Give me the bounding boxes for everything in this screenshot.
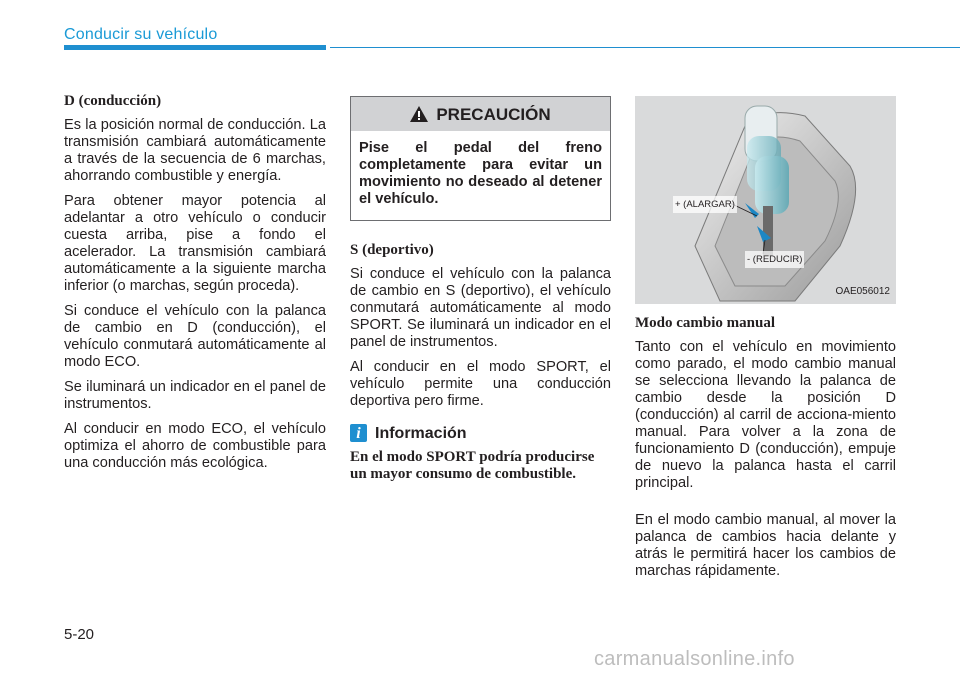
- paragraph: En el modo cambio manual, al mover la palanca de cambios hacia delante y atrás le permitirá hacer los cambios de marchas rápidamente.: [635, 512, 896, 579]
- info-title: Información: [375, 424, 467, 442]
- caution-box: [350, 96, 611, 221]
- warning-triangle-icon: [410, 106, 428, 122]
- paragraph: Tanto con el vehículo en movimiento como parado, el modo cambio manual se selecciona llevando la palanca de cambio desde la posición D (conducción) al carril de acciona-miento manual. Para volver a la zona de funcionamiento D (conducción), empuje de nuevo la palanca hasta el carril principal.: [635, 339, 896, 491]
- column-middle: [350, 96, 611, 483]
- paragraph: Para obtener mayor potencia al adelantar a otro vehículo o conducir cuesta arriba, pise a fondo el acelerador. La transmisión cambiará automáticamente a la siguiente marcha inferior (o marchas, según proceda).: [64, 193, 326, 294]
- info-text: En el modo SPORT podría producirse un mayor consumo de combustible.: [350, 449, 595, 482]
- heading-modo-cambio-manual: Modo cambio manual: [635, 315, 776, 331]
- info-heading: [350, 424, 611, 442]
- label-down-shift: - (REDUCIR): [745, 251, 804, 268]
- caution-header: [351, 97, 610, 131]
- paragraph: Al conducir en modo ECO, el vehículo optimiza el ahorro de combustible para una conducción más ecológica.: [64, 421, 326, 471]
- gear-shift-figure: [635, 96, 896, 304]
- column-left: [64, 93, 326, 480]
- paragraph: Si conduce el vehículo con la palanca de cambio en D (conducción), el vehículo conmutará automáticamente al modo ECO.: [64, 303, 326, 370]
- heading-s-deportivo: S (deportivo): [350, 242, 434, 258]
- paragraph: Al conducir en el modo SPORT, el vehículo permite una conducción deportiva pero firme.: [350, 359, 611, 409]
- header-rule-thin: [330, 47, 960, 48]
- label-up-shift: + (ALARGAR): [673, 196, 737, 213]
- watermark: carmanualsonline.info: [594, 648, 795, 670]
- paragraph: Se iluminará un indicador en el panel de instrumentos.: [64, 379, 326, 412]
- paragraph: Es la posición normal de conducción. La transmisión cambiará automáticamente a través de la secuencia de 6 marchas, ahorrando combustible y energía.: [64, 117, 326, 184]
- page-number: 5-20: [64, 626, 95, 643]
- header-rule-thick: [64, 45, 326, 50]
- info-icon: i: [350, 424, 367, 442]
- section-title: Conducir su vehículo: [64, 26, 218, 43]
- paragraph: Si conduce el vehículo con la palanca de cambio en S (deportivo), el vehículo conmutará automáticamente al modo SPORT. Se iluminará un indicador en el panel de instrumentos.: [350, 266, 611, 350]
- figure-code: OAE056012: [835, 286, 890, 297]
- column-right: [635, 96, 896, 588]
- heading-d-conduccion: D (conducción): [64, 93, 162, 109]
- caution-text: Pise el pedal del freno completamente para evitar un movimiento no deseado al detener el vehículo.: [359, 140, 602, 207]
- caution-title: PRECAUCIÓN: [436, 104, 551, 124]
